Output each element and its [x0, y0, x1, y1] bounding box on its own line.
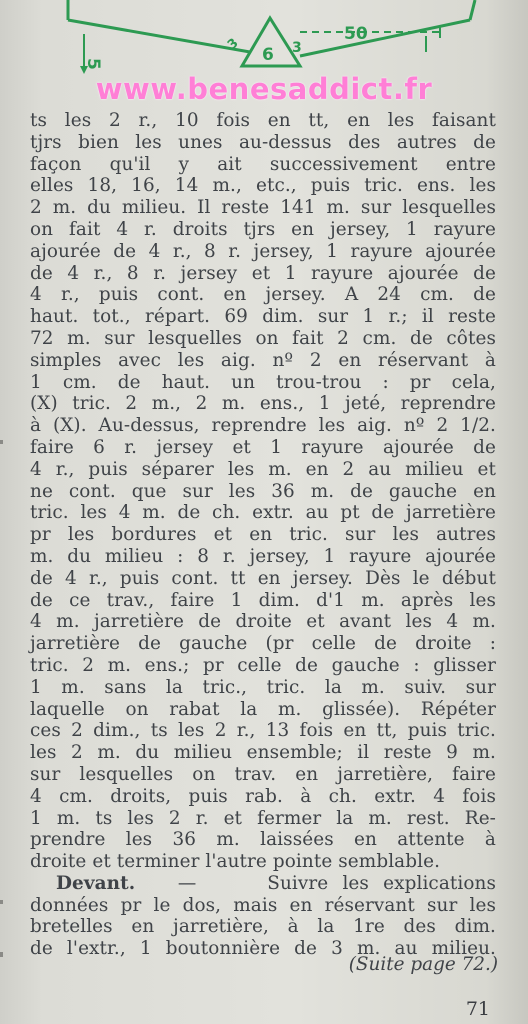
text-line: 4 cm. droits, puis rab. à ch. extr. 4 fois [30, 785, 496, 807]
diagram-right-slope [300, 20, 470, 56]
devant-heading: Devant. [56, 872, 136, 894]
text-line: haut. tot., répart. 69 dim. sur 1 r.; il reste [30, 306, 496, 328]
text-line: prendre les 36 m. laissées en attente à [30, 829, 496, 851]
devant-dash: — [177, 872, 197, 894]
pattern-diagram-svg [0, 0, 528, 82]
text-line: sur lesquelles on trav. en jarretière, faire [30, 763, 496, 785]
page-edge-mark [0, 900, 3, 904]
text-line: de ce trav., faire 1 dim. d'1 m. après les [30, 589, 496, 611]
text-line: tric. 2 m. ens.; pr celle de gauche : glisser [30, 654, 496, 676]
instructions-text [30, 110, 496, 960]
text-line: laquelle on rabat la m. glissée). Répéter [30, 698, 496, 720]
text-line: 1 m. ts les 2 r. et fermer la m. rest. Re- [30, 807, 496, 829]
watermark-text: www.benesaddict.fr [95, 72, 433, 106]
text-line: façon qu'il y ait successivement entre [30, 153, 496, 175]
text-line: ts les 2 r., 10 fois en tt, en les faisant [30, 110, 496, 131]
text-line: droite et terminer l'autre pointe semblable. [30, 851, 441, 873]
text-line: de l'extr., 1 boutonnière de 3 m. au milieu. [30, 938, 496, 960]
text-line: 1 cm. de haut. un trou-trou : pr cela, [30, 371, 496, 393]
continuation-note: (Suite page 72.) [348, 954, 498, 975]
diagram-label-6: 6 [262, 45, 274, 65]
text-line: bretelles en jarretière, à la 1re des dim. [30, 916, 496, 938]
text-line: 1 m. sans la tric., tric. la m. suiv. sur [30, 676, 496, 698]
text-line: 4 m. jarretière de droite et avant les 4 m. [30, 611, 496, 633]
text-line: données pr le dos, mais en réservant sur les [30, 894, 496, 916]
diagram-left-slope [68, 20, 250, 52]
text-line: ne cont. que sur les 36 m. de gauche en [30, 480, 496, 502]
diagram-label-diag: 3 [224, 35, 242, 54]
pattern-diagram [0, 0, 528, 82]
text-line: 4 r., puis cont. en jersey. A 24 cm. de [30, 284, 496, 306]
text-line: on fait 4 r. droits tjrs en jersey, 1 rayure [30, 218, 496, 240]
text-line: à (X). Au-dessus, reprendre les aig. nº 2 1/2. [30, 415, 496, 437]
page-number: 71 [465, 998, 490, 1020]
text-line: 4 r., puis séparer les m. en 2 au milieu et [30, 458, 496, 480]
text-line: 72 m. sur lesquelles on fait 2 cm. de côtes [30, 327, 496, 349]
text-line: tric. les 4 m. de ch. extr. au pt de jarretière [30, 502, 496, 524]
diagram-label-50: 50 [344, 24, 368, 44]
diagram-right-edge [470, 0, 475, 20]
diagram-label-3: 3 [292, 40, 302, 56]
page-edge-mark [0, 952, 3, 957]
text-line: de 4 r., puis cont. tt en jersey. Dès le début [30, 567, 496, 589]
text-line: m. du milieu : 8 r. jersey, 1 rayure ajourée [30, 545, 496, 567]
text-line: (X) tric. 2 m., 2 m. ens., 1 jeté, reprendre [30, 393, 496, 415]
text-line: simples avec les aig. nº 2 en réservant à [30, 349, 496, 371]
text-line: faire 6 r. jersey et 1 rayure ajourée de [30, 436, 496, 458]
text-line: les 2 m. du milieu ensemble; il reste 9 m. [30, 742, 496, 764]
page-edge-mark [0, 440, 3, 444]
devant-first-line [30, 873, 496, 895]
text-line: 2 m. du milieu. Il reste 141 m. sur lesquelles [30, 197, 496, 219]
text-line: jarretière de gauche (pr celle de droite : [30, 633, 496, 655]
text-line: ces 2 dim., ts les 2 r., 13 fois en tt, puis tric. [30, 720, 496, 742]
devant-first-text: Suivre les explications [267, 872, 497, 894]
diagram-label-5: 5 [83, 58, 103, 70]
text-line: elles 18, 16, 14 m., etc., puis tric. ens. les [30, 175, 496, 197]
text-line: tjrs bien les unes au-dessus des autres de [30, 131, 496, 153]
text-line: de 4 r., 8 r. jersey et 1 rayure ajourée de [30, 262, 496, 284]
text-line: pr les bordures et en tric. sur les autres [30, 524, 496, 546]
text-line: ajourée de 4 r., 8 r. jersey, 1 rayure ajourée [30, 240, 496, 262]
